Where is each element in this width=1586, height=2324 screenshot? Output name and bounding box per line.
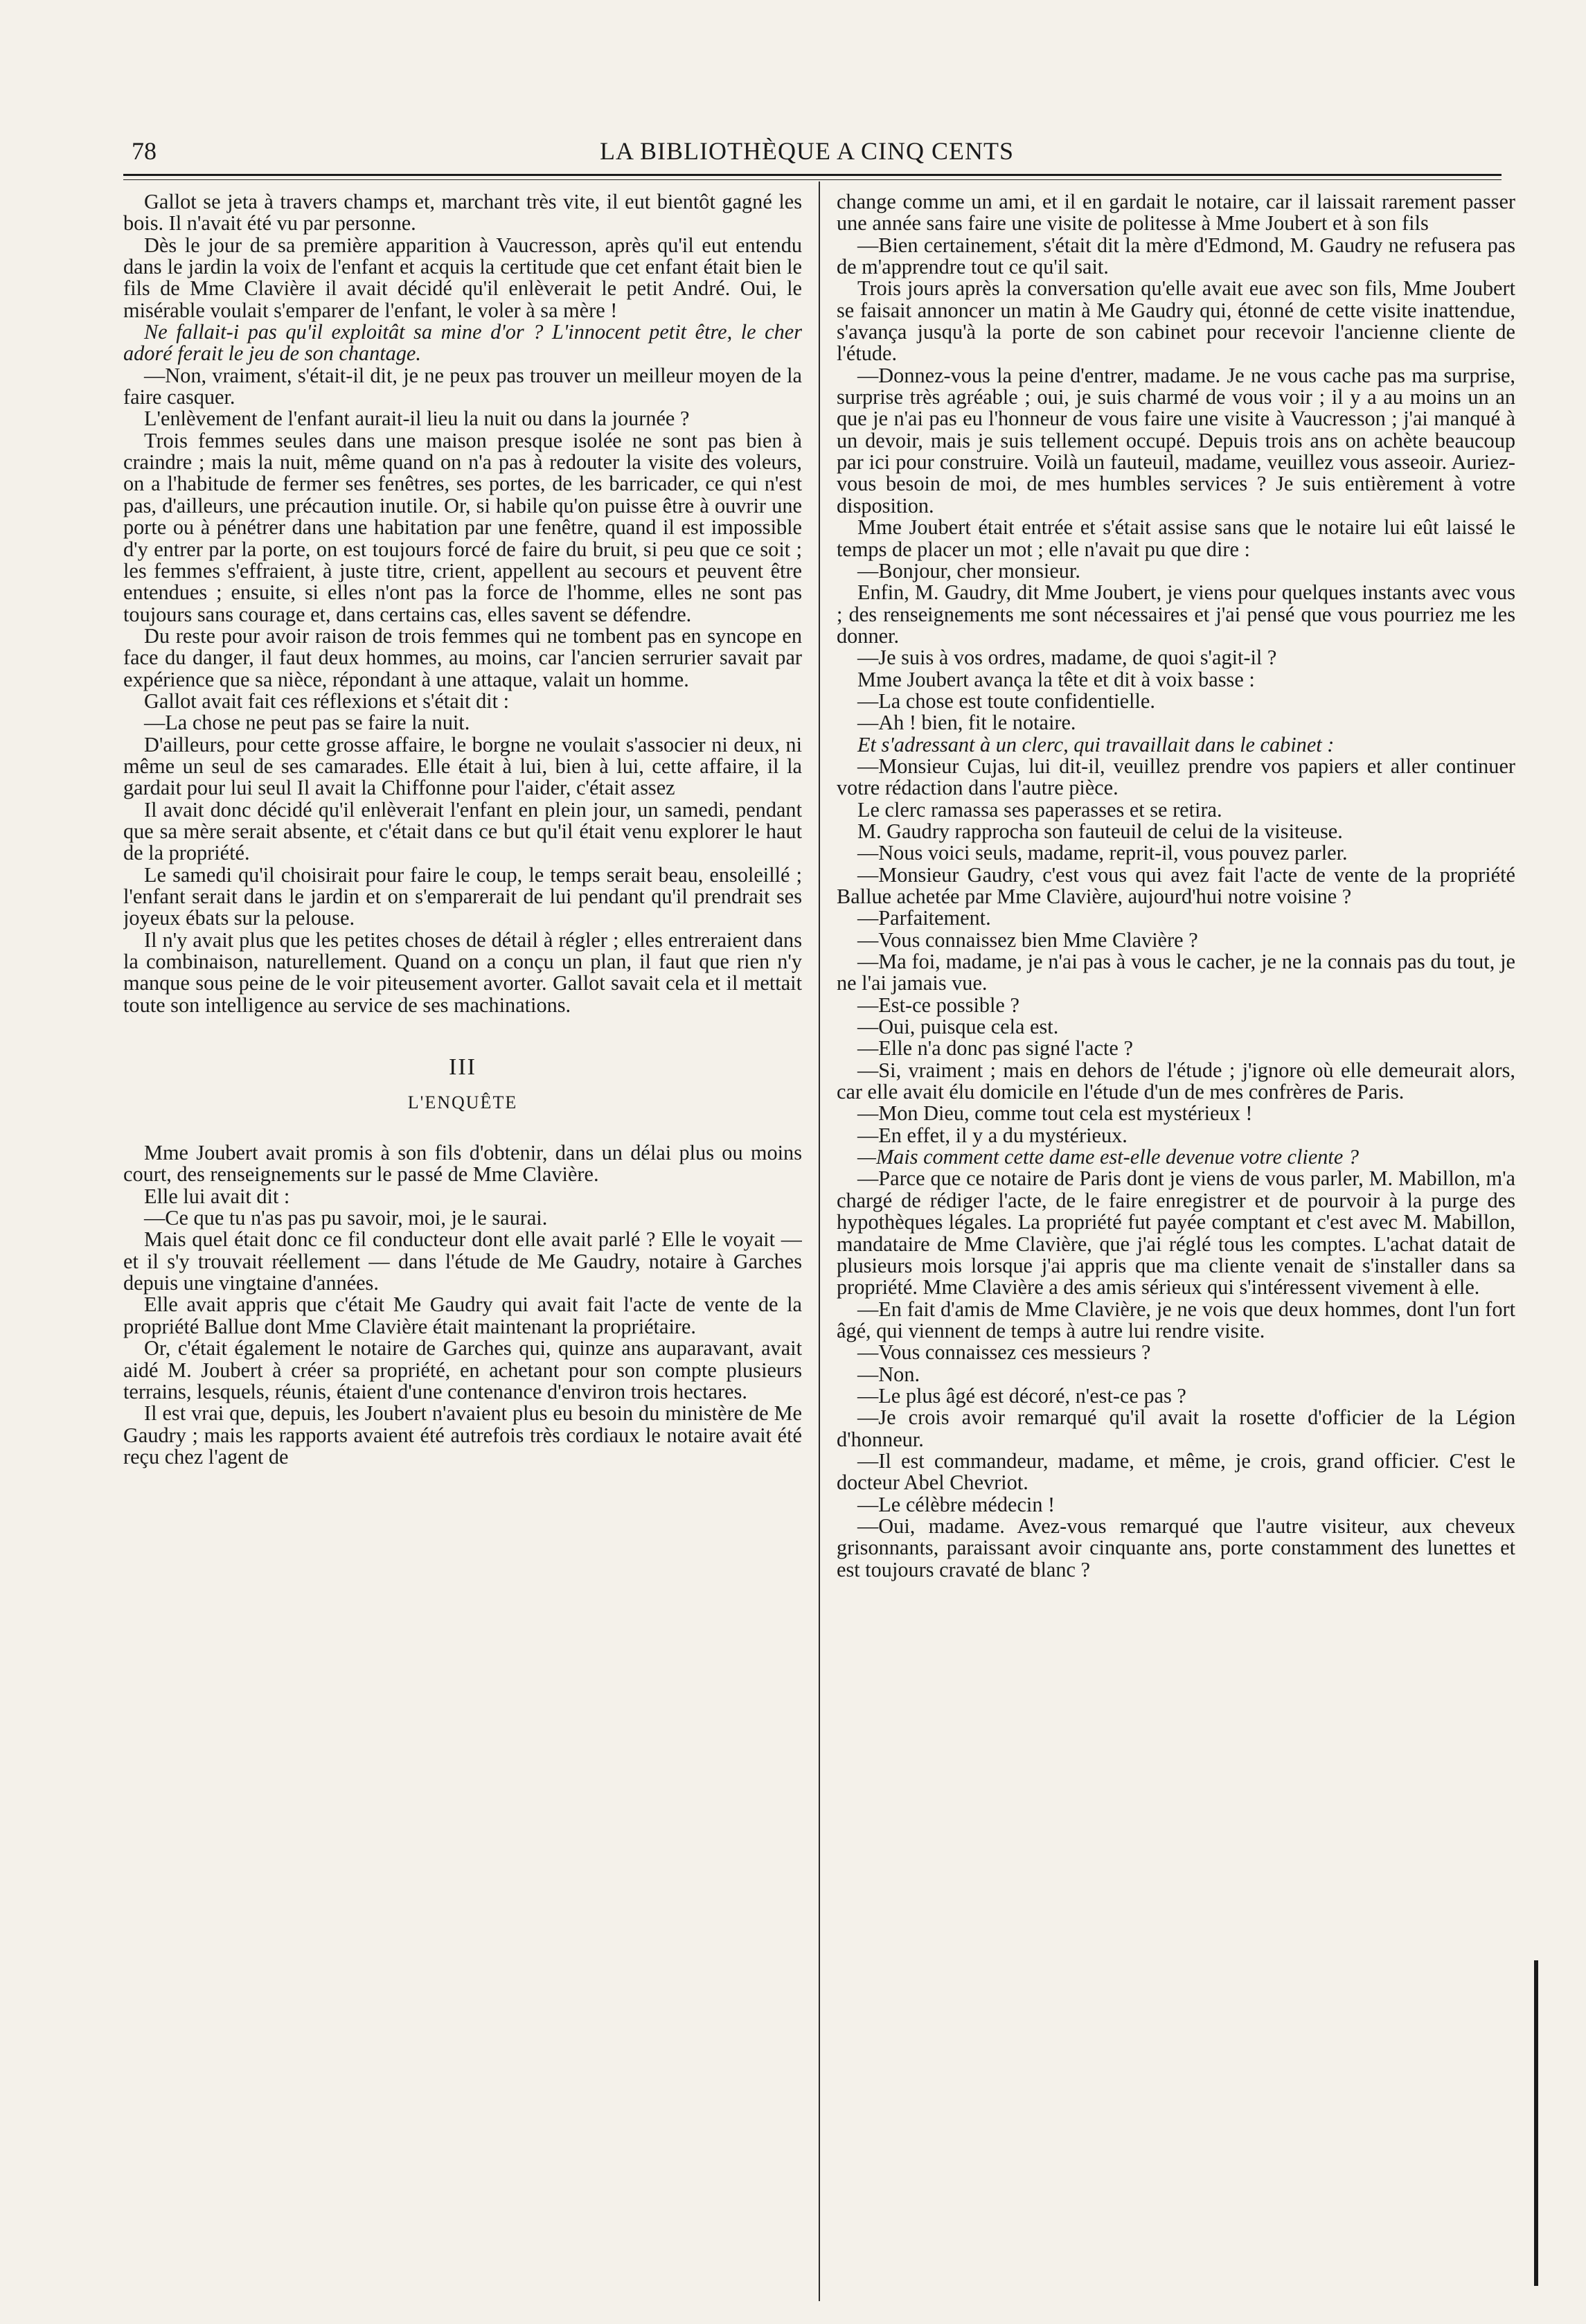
paragraph: Mais quel était donc ce fil conducteur dont elle avait parlé ? Elle le voyait — et il s'y trouvait réellement — dans l'étude de Me Gaudry, notaire à Garches depuis une vingtaine d'années.	[123, 1227, 802, 1295]
paragraph: —La chose est toute confidentielle.	[857, 689, 1155, 713]
paragraph: —Je suis à vos ordres, madame, de quoi s'agit-il ?	[857, 646, 1277, 670]
paragraph: Elle avait appris que c'était Me Gaudry qui avait fait l'acte de vente de la propriété Ballue dont Mme Clavière était maintenant la propriétaire.	[123, 1293, 802, 1338]
paragraph: —Elle n'a donc pas signé l'acte ?	[857, 1036, 1133, 1061]
binding-edge-mark	[1534, 1960, 1538, 2286]
paragraph: Mme Joubert était entrée et s'était assise sans que le notaire lui eût laissé le temps de placer un mot ; elle n'avait pu que dire :	[837, 515, 1515, 561]
paragraph: —Si, vraiment ; mais en dehors de l'étude ; j'ignore où elle demeurait alors, car elle avait élu domicile en l'étude d'un de mes confrères de Paris.	[837, 1058, 1515, 1104]
paragraph: change comme un ami, et il en gardait le notaire, car il laissait rarement passer une année sans faire une visite de politesse à Mme Joubert et à son fils	[837, 191, 1515, 236]
paragraph: Et s'adressant à un clerc, qui travaillait dans le cabinet :	[857, 732, 1335, 756]
paragraph: Dès le jour de sa première apparition à Vaucresson, après qu'il eut entendu dans le jardin la voix de l'enfant et acquis la certitude que cet enfant était bien le fils de Mme Clavière il avait décidé qu'il enlèverait le petit André. Oui, le misérable voulait s'emparer de l'enfant, le voler à sa mère !	[123, 233, 802, 322]
paragraph: —Monsieur Gaudry, c'est vous qui avez fait l'acte de vente de la propriété Ballue achetée par Mme Clavière, aujourd'hui notre voisine ?	[837, 862, 1515, 908]
paragraph: —Ce que tu n'as pas pu savoir, moi, je le saurai.	[144, 1206, 548, 1230]
paragraph: —Je crois avoir remarqué qu'il avait la rosette d'officier de la Légion d'honneur.	[837, 1405, 1515, 1451]
paragraph: Trois jours après la conversation qu'elle avait eue avec son fils, Mme Joubert se faisait annoncer un matin à Me Gaudry qui, étonné de cette visite inattendue, s'avança jusqu'à la porte de son cabinet pour recevoir l'ancienne cliente de l'étude.	[837, 276, 1515, 366]
page-header	[132, 133, 1482, 169]
paragraph: —Nous voici seuls, madame, reprit-il, vous pouvez parler.	[857, 841, 1348, 865]
paragraph: Gallot se jeta à travers champs et, marchant très vite, il eut bientôt gagné les bois. Il n'avait été vu par personne.	[123, 191, 802, 236]
paragraph: —Ma foi, madame, je n'ai pas à vous le cacher, je ne la connais pas du tout, je ne l'ai jamais vue.	[837, 950, 1515, 995]
paragraph: —Donnez-vous la peine d'entrer, madame. Je ne vous cache pas ma surprise, surprise très agréable ; oui, je suis charmé de vous voir ; il y a au moins un an que je n'ai pas eu l'honneur de vous faire une visite à Vaucresson ; j'ai manqué à un devoir, mais je suis tellement occupé. Depuis trois ans on achète beaucoup par ici pour construire. Voilà un fauteuil, madame, veuillez vous asseoir. Auriez-vous besoin de moi, de mes humbles services ? Je suis entièrement à votre disposition.	[837, 363, 1515, 517]
paragraph: Du reste pour avoir raison de trois femmes qui ne tombent pas en syncope en face du danger, il faut deux hommes, au moins, car l'ancien serrurier savait par expérience que sa nièce, répondant à une attaque, valait un homme.	[123, 623, 802, 691]
paragraph: Ne fallait-i pas qu'il exploitât sa mine d'or ? L'innocent petit être, le cher adoré ferait le jeu de son chantage.	[123, 320, 802, 366]
paragraph: —Oui, puisque cela est.	[857, 1015, 1059, 1039]
paragraph: Le samedi qu'il choisirait pour faire le coup, le temps serait beau, ensoleillé ; l'enfant serait dans le jardin et on s'emparerait de lui pendant qu'il prendrait ses joyeux ébats sur la pelouse.	[123, 862, 802, 930]
paragraph: —Oui, madame. Avez-vous remarqué que l'autre visiteur, aux cheveux grisonnants, paraissant avoir cinquante ans, porte constamment des lunettes et est toujours cravaté de blanc ?	[837, 1514, 1515, 1581]
paragraph: Il est vrai que, depuis, les Joubert n'avaient plus eu besoin du ministère de Me Gaudry ; mais les rapports avaient été autrefois très cordiaux le notaire avait été reçu chez l'agent de	[123, 1401, 802, 1469]
running-title: LA BIBLIOTHÈQUE A CINQ CENTS	[600, 137, 1014, 165]
paragraph: Mme Joubert avait promis à son fils d'obtenir, dans un délai plus ou moins court, des renseignements sur le passé de Mme Clavière.	[123, 1141, 802, 1187]
paragraph: —Vous connaissez ces messieurs ?	[857, 1340, 1151, 1365]
section-title: L'ENQUÊTE	[407, 1092, 518, 1113]
paragraph: Trois femmes seules dans une maison presque isolée ne sont pas bien à craindre ; mais la nuit, même quand on n'a pas à redouter la visite des voleurs, on a l'habitude de fermer ses fenêtres, ses portes, de les barricader, ce qui n'est pas, d'ailleurs, une précaution inutile. Or, si habile qu'on puisse être à ouvrir une porte ou à pénétrer dans une habitation par une fenêtre, quand il est impossible d'y entrer par la porte, on est toujours forcé de faire du bruit, si peu que ce soit ; les femmes s'effraient, à juste titre, crient, appellent au secours et peuvent être entendues ; ensuite, si elles n'ont pas la force de l'homme, elles ne sont pas toujours sans courage et, dans certains cas, elles savent se défendre.	[123, 428, 802, 626]
paragraph: —Monsieur Cujas, lui dit-il, veuillez prendre vos papiers et aller continuer votre rédaction dans l'autre pièce.	[837, 754, 1515, 800]
paragraph: Il avait donc décidé qu'il enlèverait l'enfant en plein jour, un samedi, pendant que sa mère serait absente, et c'était dans ce but qu'il était venu explorer le haut de la propriété.	[123, 797, 802, 865]
paragraph: —Il est commandeur, madame, et même, je crois, grand officier. C'est le docteur Abel Chevriot.	[837, 1448, 1515, 1495]
paragraph: M. Gaudry rapprocha son fauteuil de celui de la visiteuse.	[857, 819, 1343, 843]
header-rule	[123, 174, 1502, 176]
paragraph: D'ailleurs, pour cette grosse affaire, le borgne ne voulait s'associer ni deux, ni même un seul de ses camarades. Elle était à lui, bien à lui, cette affaire, il la gardait pour lui seul Il avait la Chiffonne pour l'aider, c'était assez	[123, 732, 802, 800]
column-divider	[819, 181, 820, 2301]
paragraph: —Le plus âgé est décoré, n'est-ce pas ?	[857, 1383, 1186, 1408]
paragraph: —Vous connaissez bien Mme Clavière ?	[857, 928, 1198, 952]
header-rule-thin	[123, 179, 1502, 180]
section-number: III	[449, 1054, 476, 1081]
paragraph: Enfin, M. Gaudry, dit Mme Joubert, je viens pour quelques instants avec vous ; des renseignements me sont nécessaires et j'ai pensé que vous pourriez me les donner.	[837, 580, 1515, 648]
paragraph: —Bonjour, cher monsieur.	[857, 558, 1080, 583]
paragraph: —Parfaitement.	[857, 906, 991, 930]
paragraph: —En effet, il y a du mystérieux.	[857, 1123, 1128, 1147]
paragraph: —Non.	[857, 1362, 920, 1386]
paragraph: —Non, vraiment, s'était-il dit, je ne peux pas trouver un meilleur moyen de la faire casquer.	[123, 363, 802, 409]
paragraph: Il n'y avait plus que les petites choses de détail à régler ; elles entreraient dans la combinaison, naturellement. Quand on a conçu un plan, il faut que rien n'y manque sous peine de le voir piteusement avorter. Gallot savait cela et il mettait toute son intelligence au service de ses machinations.	[123, 928, 802, 1017]
paragraph: Mme Joubert avança la tête et dit à voix basse :	[857, 667, 1255, 691]
paragraph: —Parce que ce notaire de Paris dont je viens de vous parler, M. Mabillon, m'a chargé de rédiger l'acte, de le faire enregistrer et de pourvoir à la purge des hypothèques légales. La propriété fut payée comptant et c'est avec M. Mabillon, mandataire de Mme Clavière, que j'ai réglé tous les comptes. L'achat datait de plusieurs mois lorsque j'ai appris que ma cliente venait de s'installer dans sa propriété. Mme Clavière a des amis sérieux qui s'intéressent vivement à elle.	[837, 1167, 1515, 1300]
paragraph: Elle lui avait dit :	[144, 1184, 290, 1208]
paragraph: Or, c'était également le notaire de Garches qui, quinze ans auparavant, avait aidé M. Joubert à créer sa propriété, en achetant pour son compte plusieurs terrains, lesquels, réunis, étaient d'une contenance d'environ trois hectares.	[123, 1336, 802, 1403]
page-number: 78	[132, 137, 157, 165]
paragraph: Le clerc ramassa ses paperasses et se retira.	[857, 797, 1222, 822]
paragraph: —Est-ce possible ?	[857, 993, 1019, 1017]
paragraph: —En fait d'amis de Mme Clavière, je ne vois que deux hommes, dont l'un fort âgé, qui viennent de temps à autre lui rendre visite.	[837, 1297, 1515, 1342]
paragraph: L'enlèvement de l'enfant aurait-il lieu la nuit ou dans la journée ?	[144, 407, 690, 431]
paragraph: —Le célèbre médecin !	[857, 1492, 1055, 1516]
paragraph: —La chose ne peut pas se faire la nuit.	[144, 711, 470, 735]
paragraph: —Mais comment cette dame est-elle devenue votre cliente ?	[857, 1145, 1360, 1169]
paragraph: Gallot avait fait ces réflexions et s'était dit :	[144, 689, 510, 713]
paragraph: —Ah ! bien, fit le notaire.	[857, 711, 1076, 735]
right-column	[837, 191, 1515, 2297]
left-column	[123, 191, 802, 2297]
paragraph: —Mon Dieu, comme tout cela est mystérieux !	[857, 1101, 1253, 1126]
paragraph: —Bien certainement, s'était dit la mère d'Edmond, M. Gaudry ne refusera pas de m'apprendre tout ce qu'il sait.	[837, 233, 1515, 279]
